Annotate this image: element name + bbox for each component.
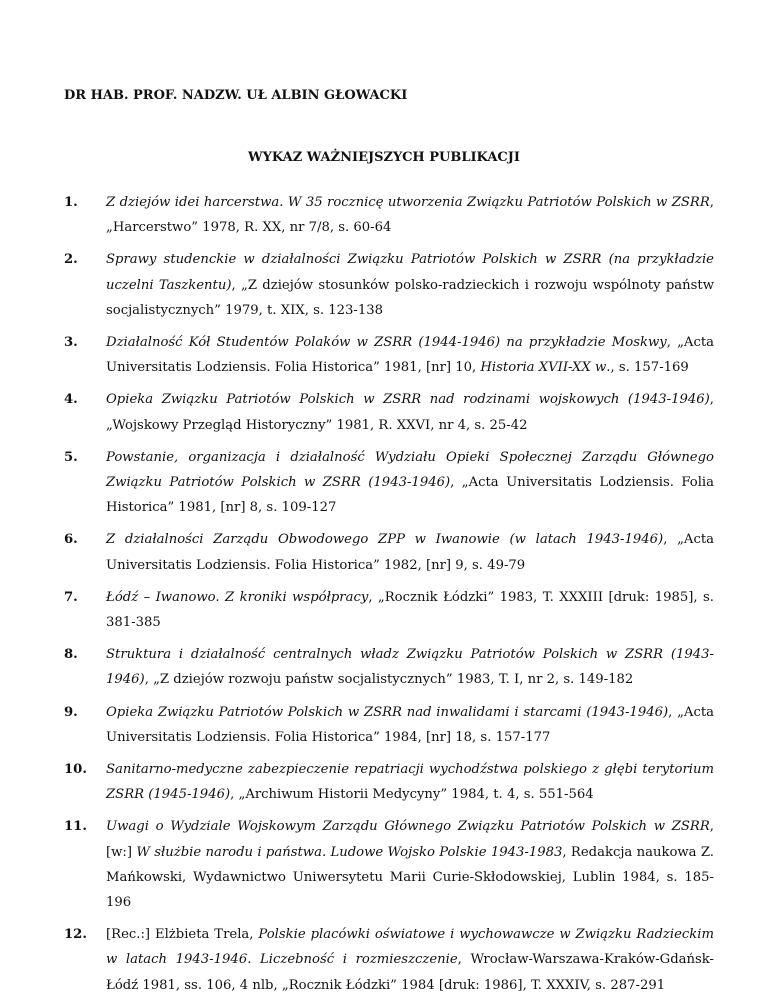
publication-title: Z działalności Zarządu Obwodowego ZPP w Iwanowie (w latach 1943-1946) <box>106 532 664 548</box>
book-title: W służbie narodu i państwa. Ludowe Wojsko Polskie 1943-1983 <box>136 844 563 860</box>
publication-details: , „Wojskowy Przegląd Historyczny” 1981, R. XXVI, nr 4, s. 25-42 <box>106 392 714 433</box>
publication-details: , „Z dziejów rozwoju państw socjalistycznych” 1983, T. I, nr 2, s. 149-182 <box>144 672 634 688</box>
series-title: Historia XVII-XX w <box>480 360 607 376</box>
publication-item <box>64 757 714 807</box>
publication-title: Działalność Kół Studentów Polaków w ZSRR (1944-1946) na przykładzie Moskwy <box>106 335 667 351</box>
publication-title: Powstanie, organizacja i działalność Wydziału Opieki Społecznej Zarządu Głównego Związku Patriotów Polskich w ZSRR (1943-1946) <box>106 449 714 491</box>
publication-number: 6. <box>64 532 78 548</box>
publication-item <box>64 642 714 692</box>
publication-number: 12. <box>64 927 87 943</box>
publication-details: , „Acta Universitatis Lodziensis. Folia Historica” 1984, [nr] 18, s. 157-177 <box>106 704 715 745</box>
publication-title: Łódź – Iwanowo. Z kroniki współpracy <box>106 589 369 605</box>
publication-item <box>64 700 714 750</box>
document-title: WYKAZ WAŻNIEJSZYCH PUBLIKACJI <box>248 150 520 165</box>
publication-details: , „Z dziejów stosunków polsko-radzieckich i rozwoju wspólnoty państw socjalistycznych” 1979, t. XIX, s. 123-138 <box>106 277 714 318</box>
publication-number: 5. <box>64 449 78 465</box>
publication-item <box>64 387 714 437</box>
publication-number: 8. <box>64 647 78 663</box>
publication-details: , „Rocznik Łódzki” 1983, T. XXXIII [druk: 1985], s. 381-385 <box>106 589 714 631</box>
publication-item <box>64 814 714 915</box>
publication-title: Struktura i działalność centralnych władz Związku Patriotów Polskich w ZSRR (1943-1946) <box>106 647 714 688</box>
publication-title: Z dziejów idei harcerstwa. W 35 rocznicę utworzenia Związku Patriotów Polskich w ZSRR <box>106 195 710 210</box>
publication-details: , „Archiwum Historii Medycyny” 1984, t. 4, s. 551-564 <box>230 787 594 803</box>
author-heading: DR HAB. PROF. NADZW. UŁ ALBIN GŁOWACKI <box>64 88 408 103</box>
review-prefix: [Rec.:] Elżbieta Trela, <box>106 927 259 943</box>
publication-title: Sprawy studenckie w działalności Związku Patriotów Polskich w ZSRR (na przykładzie uczelni Taszkentu) <box>106 252 714 293</box>
publication-title: Uwagi o Wydziale Wojskowym Zarządu Głównego Związku Patriotów Polskich w ZSRR <box>106 819 710 835</box>
publication-item <box>64 585 714 635</box>
publication-number: 7. <box>64 589 78 605</box>
publication-details: , „Acta Universitatis Lodziensis. Folia Historica” 1982, [nr] 9, s. 49-79 <box>106 532 714 573</box>
publication-number: 2. <box>64 252 78 268</box>
publication-details: , „Acta Universitatis Lodziensis. Folia Historica” 1981, [nr] 10, <box>106 335 714 376</box>
publication-item <box>64 247 714 323</box>
publication-title: Sanitarno-medyczne zabezpieczenie repatriacji wychodźstwa polskiego z głębi terytorium ZSRR (1945-1946) <box>106 762 714 803</box>
publication-number: 9. <box>64 704 78 720</box>
publication-details: , [w:] <box>106 819 714 860</box>
publication-item <box>64 445 714 521</box>
publication-details: , Wrocław-Warszawa-Kraków-Gdańsk-Łódź 1981, ss. 106, 4 nlb, „Rocznik Łódzki” 1984 [druk: 1986], T. XXXIV, s. 287-291 <box>106 952 714 993</box>
publication-item <box>64 190 714 240</box>
publication-title: Opieka Związku Patriotów Polskich w ZSRR nad rodzinami wojskowych (1943-1946) <box>106 392 710 408</box>
publication-number: 11. <box>64 819 87 835</box>
publication-item <box>64 330 714 380</box>
publication-list <box>64 190 714 1005</box>
publication-number: 3. <box>64 335 78 351</box>
publication-details: , „Harcerstwo” 1978, R. XX, nr 7/8, s. 60-64 <box>106 195 714 236</box>
publication-details: , „Acta Universitatis Lodziensis. Folia Historica” 1981, [nr] 8, s. 109-127 <box>106 475 715 516</box>
publication-title: Opieka Związku Patriotów Polskich w ZSRR nad inwalidami i starcami (1943-1946) <box>106 704 669 720</box>
publication-title: Polskie placówki oświatowe i wychowawcze w Związku Radzieckim w latach 1943-1946. Liczebność i rozmieszczenie <box>106 927 714 968</box>
publication-number: 4. <box>64 392 78 408</box>
publication-number: 1. <box>64 195 78 210</box>
publication-item <box>64 922 714 998</box>
publication-number: 10. <box>64 762 87 778</box>
publication-item <box>64 527 714 577</box>
publication-details-end: ., s. 157-169 <box>606 360 689 376</box>
publication-details-end: , Redakcja naukowa Z. Mańkowski, Wydawnictwo Uniwersytetu Marii Curie-Skłodowskiej, Lublin 1984, s. 185-196 <box>106 844 714 911</box>
